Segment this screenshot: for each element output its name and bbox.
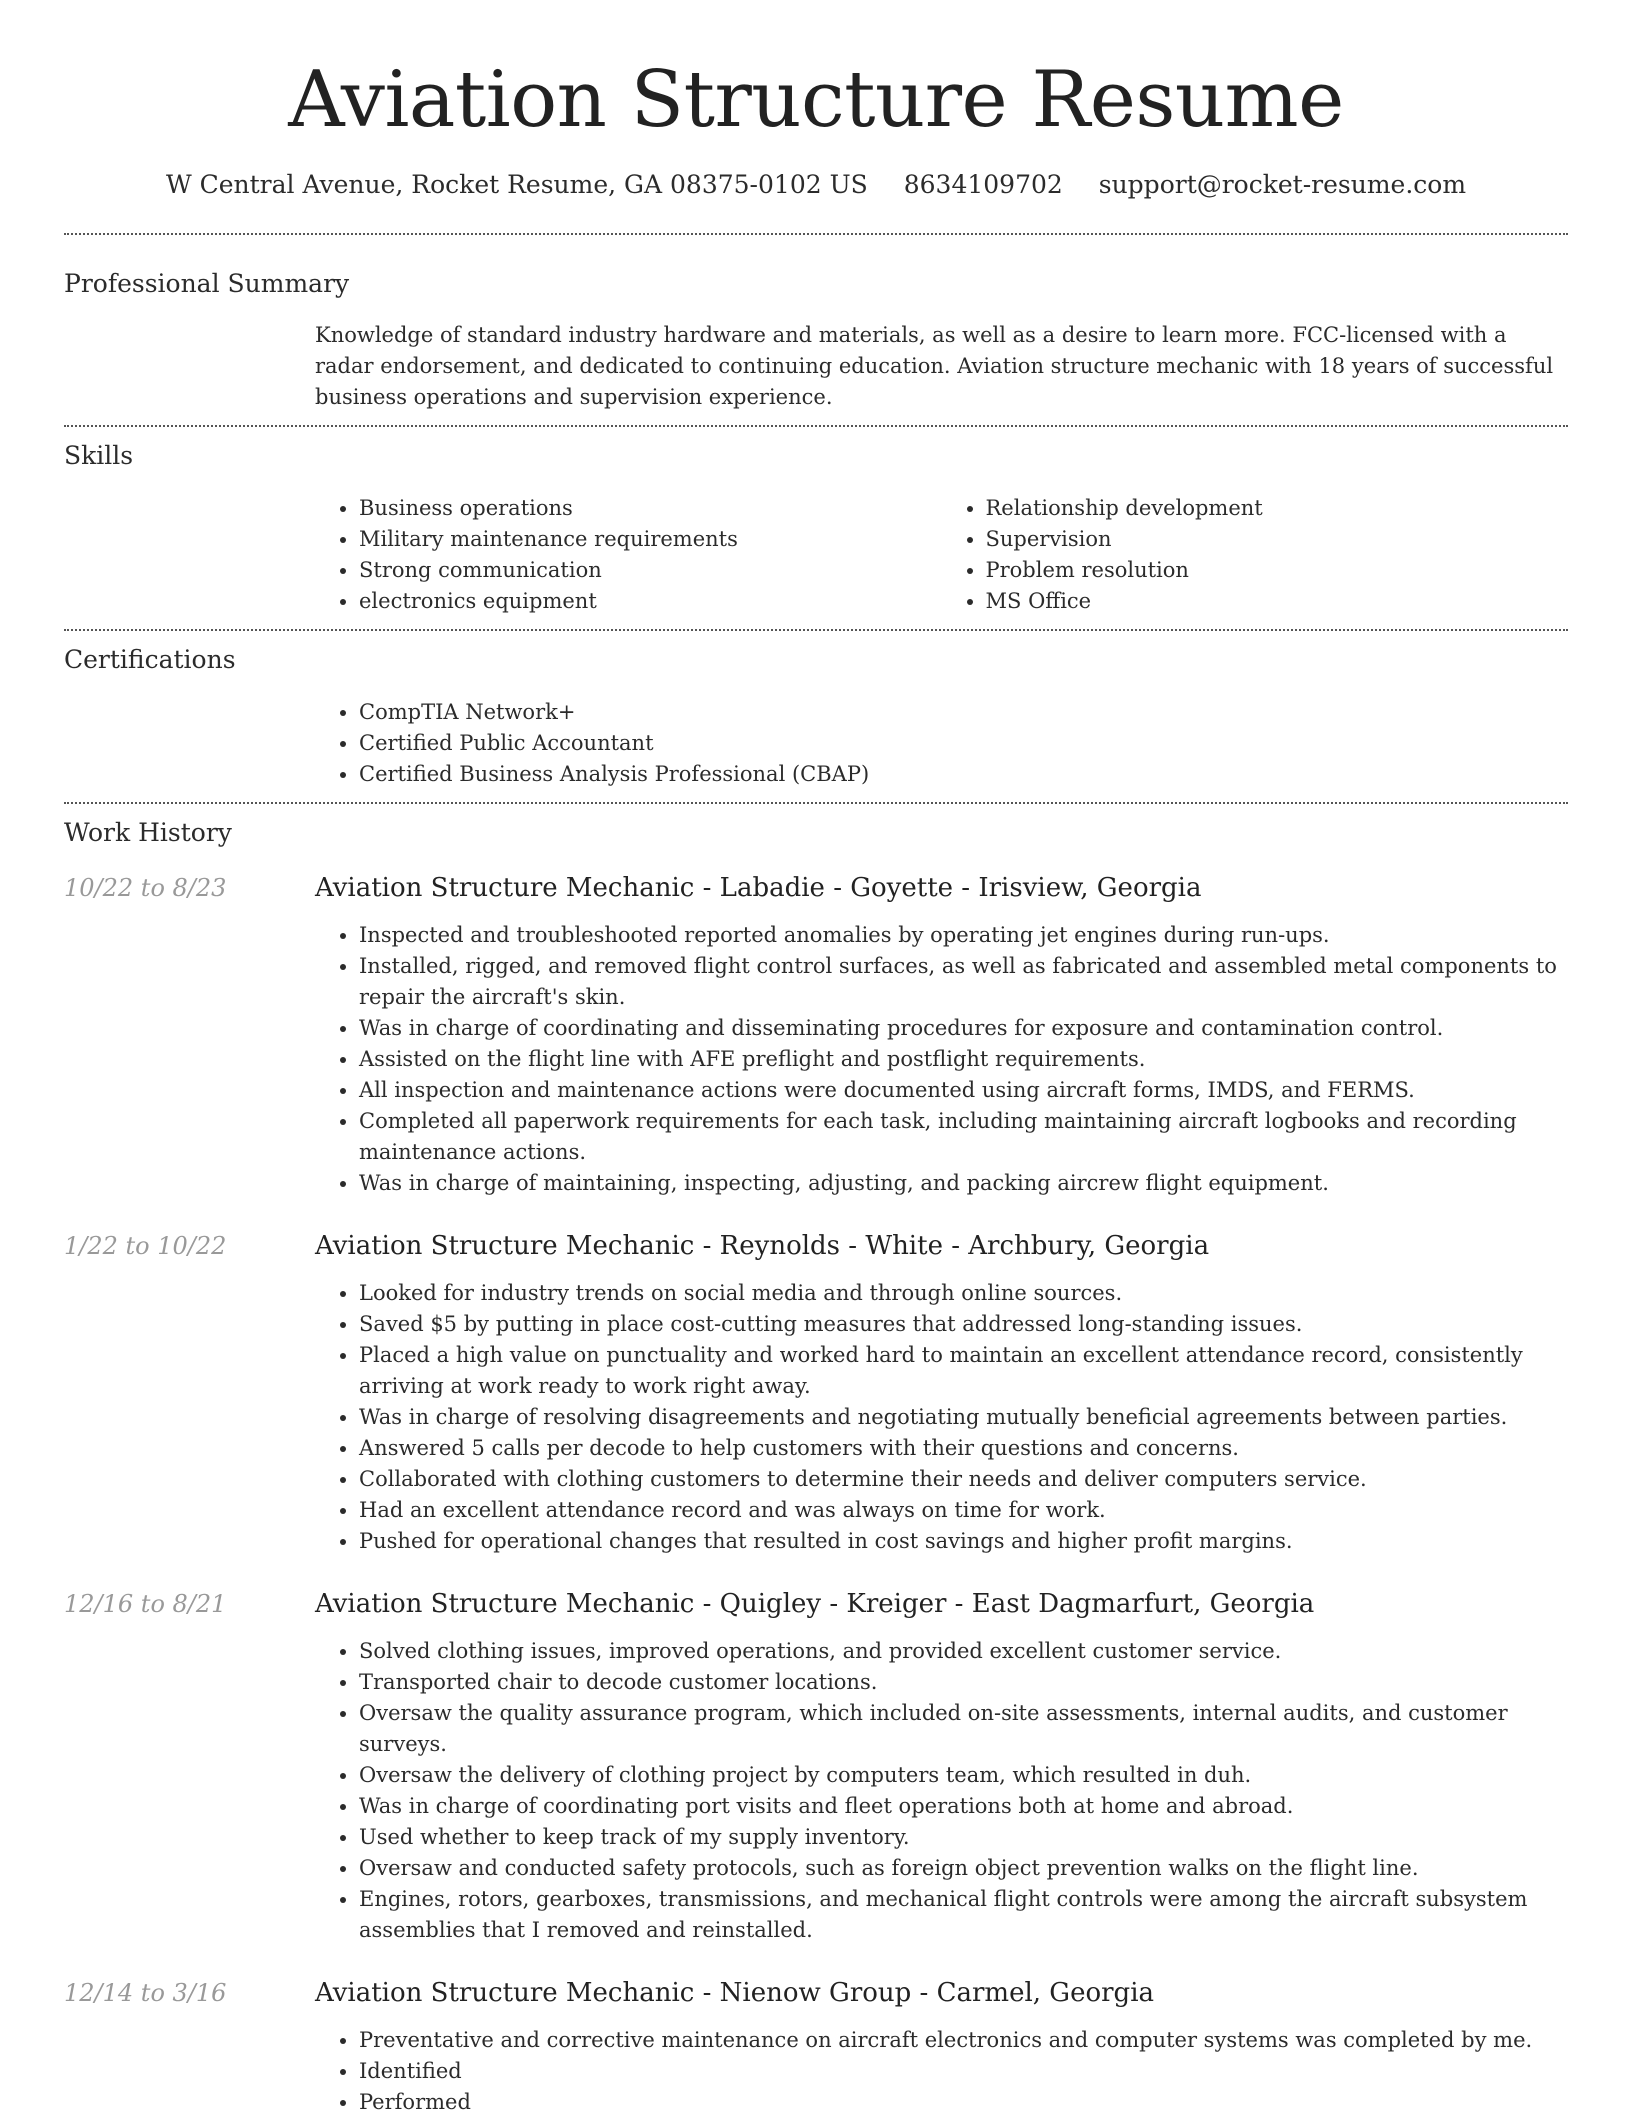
job-bullets [315, 1636, 1568, 1946]
job-bullet: • Transported chair to decode customer locations. [359, 1667, 1568, 1698]
skill-item: • Strong communication [359, 555, 942, 586]
skill-item: • Problem resolution [986, 555, 1569, 586]
job-bullet: • Looked for industry trends on social media and through online sources. [359, 1278, 1568, 1309]
job-entry [64, 1587, 1568, 1946]
job-bullets [315, 920, 1568, 1199]
skills-columns [315, 493, 1568, 617]
job-entry [64, 1976, 1568, 2118]
job-bullet: • Oversaw the quality assurance program, which included on-site assessments, internal audits, and customer surveys. [359, 1698, 1568, 1760]
skills-heading: Skills [64, 441, 134, 470]
skills-section [64, 427, 1568, 617]
certifications-heading: Certifications [64, 645, 236, 674]
job-bullet: • Inspected and troubleshooted reported anomalies by operating jet engines during run-ups. [359, 920, 1568, 951]
job-bullet: • Placed a high value on punctuality and worked hard to maintain an excellent attendance record, consistently arriving at work ready to work right away. [359, 1340, 1568, 1402]
certifications-content [315, 697, 1568, 790]
work-history-heading: Work History [64, 818, 232, 847]
job-title: Aviation Structure Mechanic - Nienow Group - Carmel, Georgia [315, 1978, 1155, 2008]
job-bullet: • Oversaw the delivery of clothing project by computers team, which resulted in duh. [359, 1760, 1568, 1791]
job-bullet: • Pushed for operational changes that resulted in cost savings and higher profit margins. [359, 1526, 1568, 1557]
job-bullet: • Performed [359, 2087, 1568, 2118]
summary-content [315, 320, 1568, 413]
job-dates: 12/14 to 3/16 [64, 1979, 227, 2007]
job-entry [64, 871, 1568, 1199]
skill-item: • MS Office [986, 586, 1569, 617]
job-bullet: • Was in charge of maintaining, inspecting, adjusting, and packing aircrew flight equipment. [359, 1168, 1568, 1199]
skill-item: • Supervision [986, 524, 1569, 555]
job-bullet: • Preventative and corrective maintenance on aircraft electronics and computer systems was completed by me. [359, 2025, 1568, 2056]
resume-page [64, 0, 1568, 2118]
skills-list-left [315, 493, 942, 617]
certifications-section [64, 631, 1568, 790]
skills-list-right [942, 493, 1569, 617]
job-bullets [315, 2025, 1568, 2118]
job-bullet: • Assisted on the flight line with AFE preflight and postflight requirements. [359, 1044, 1568, 1075]
job-dates: 1/22 to 10/22 [64, 1232, 227, 1260]
certification-item: • Certified Public Accountant [359, 728, 1568, 759]
work-history-section [64, 804, 1568, 2118]
certifications-list [315, 697, 1568, 790]
job-bullet: • Was in charge of coordinating port visits and fleet operations both at home and abroad. [359, 1791, 1568, 1822]
job-bullet: • Answered 5 calls per decode to help customers with their questions and concerns. [359, 1433, 1568, 1464]
skill-item: • Business operations [359, 493, 942, 524]
skill-item: • electronics equipment [359, 586, 942, 617]
job-bullet: • Was in charge of resolving disagreements and negotiating mutually beneficial agreements between parties. [359, 1402, 1568, 1433]
job-bullet: • Saved $5 by putting in place cost-cutting measures that addressed long-standing issues. [359, 1309, 1568, 1340]
job-entry [64, 1229, 1568, 1557]
certification-item: • CompTIA Network+ [359, 697, 1568, 728]
job-bullet: • Was in charge of coordinating and disseminating procedures for exposure and contamination control. [359, 1013, 1568, 1044]
contact-address: W Central Avenue, Rocket Resume, GA 08375-0102 US [165, 170, 868, 199]
job-title: Aviation Structure Mechanic - Reynolds - White - Archbury, Georgia [315, 1231, 1210, 1261]
job-bullet: • Used whether to keep track of my supply inventory. [359, 1822, 1568, 1853]
job-bullet: • Oversaw and conducted safety protocols, such as foreign object prevention walks on the flight line. [359, 1853, 1568, 1884]
job-title: Aviation Structure Mechanic - Quigley - Kreiger - East Dagmarfurt, Georgia [315, 1589, 1315, 1619]
job-bullet: • Solved clothing issues, improved operations, and provided excellent customer service. [359, 1636, 1568, 1667]
job-bullet: • Had an excellent attendance record and was always on time for work. [359, 1495, 1568, 1526]
job-bullet: • All inspection and maintenance actions were documented using aircraft forms, IMDS, and FERMS. [359, 1075, 1568, 1106]
contact-email: support@rocket-resume.com [1098, 170, 1467, 199]
job-bullet: • Collaborated with clothing customers to determine their needs and deliver computers service. [359, 1464, 1568, 1495]
summary-heading: Professional Summary [64, 269, 350, 298]
skill-item: • Relationship development [986, 493, 1569, 524]
contact-info [64, 168, 1568, 202]
certification-item: • Certified Business Analysis Professional (CBAP) [359, 759, 1568, 790]
job-bullet: • Completed all paperwork requirements for each task, including maintaining aircraft logbooks and recording maintenance actions. [359, 1106, 1568, 1168]
job-bullets [315, 1278, 1568, 1557]
skill-item: • Military maintenance requirements [359, 524, 942, 555]
resume-title: Aviation Structure Resume [288, 55, 1344, 145]
summary-section [64, 235, 1568, 413]
contact-phone: 8634109702 [903, 170, 1063, 199]
summary-text: Knowledge of standard industry hardware and materials, as well as a desire to learn more. FCC-licensed with a radar endorsement, and dedicated to continuing education. Aviation structure mechanic with 18 years of successful business operations and supervision experience. [315, 323, 1554, 409]
job-bullet: • Engines, rotors, gearboxes, transmissions, and mechanical flight controls were among the aircraft subsystem assemblies that I removed and reinstalled. [359, 1884, 1568, 1946]
job-bullet: • Identified [359, 2056, 1568, 2087]
job-title: Aviation Structure Mechanic - Labadie - Goyette - Irisview, Georgia [315, 873, 1202, 903]
job-bullet: • Installed, rigged, and removed flight control surfaces, as well as fabricated and assembled metal components to repair the aircraft's skin. [359, 951, 1568, 1013]
job-dates: 12/16 to 8/21 [64, 1590, 227, 1618]
job-dates: 10/22 to 8/23 [64, 874, 227, 902]
